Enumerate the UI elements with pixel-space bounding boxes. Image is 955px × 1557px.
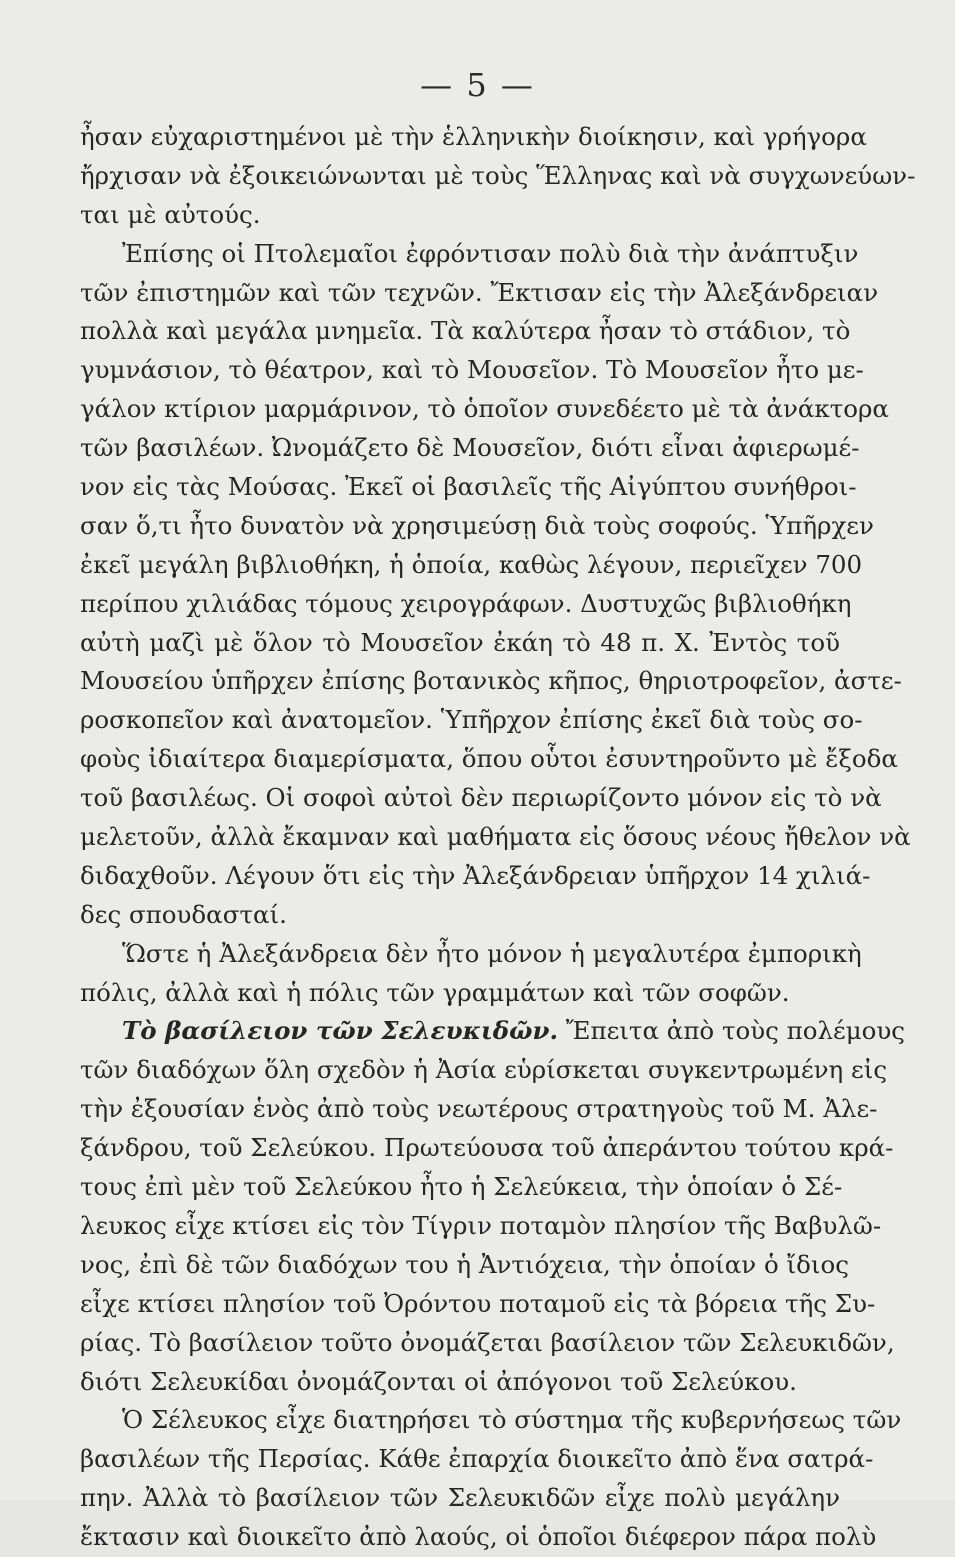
text-line: Μουσείου ὑπῆρχεν ἐπίσης βοτανικὸς κῆπος, θηριοτροφεῖον, ἀστε- xyxy=(80,666,902,696)
text-line: γάλον κτίριον μαρμάρινον, τὸ ὁποῖον συνεδέετο μὲ τὰ ἀνάκτορα xyxy=(80,394,889,424)
text-line: ἐκεῖ μεγάλη βιβλιοθήκη, ἡ ὁποία, καθὼς λέγουν, περιεῖχεν 700 xyxy=(80,549,863,579)
text-line: τὴν ἐξουσίαν ἑνὸς ἀπὸ τοὺς νεωτέρους στρατηγοὺς τοῦ Μ. Ἀλε- xyxy=(80,1094,878,1124)
text-line: ροσκοπεῖον καὶ ἀνατομεῖον. Ὑπῆρχον ἐπίσης ἐκεῖ διὰ τοὺς σο- xyxy=(80,705,863,735)
text-line: ἦσαν εὐχαριστημένοι μὲ τὴν ἑλληνικὴν διοίκησιν, καὶ γρήγορα xyxy=(80,122,867,151)
text-line: πην. Ἀλλὰ τὸ βασίλειον τῶν Σελευκιδῶν εἶχε πολὺ μεγάλην xyxy=(80,1483,840,1513)
text-line: τῶν διαδόχων ὅλη σχεδὸν ἡ Ἀσία εὑρίσκεται συγκεντρωμένη εἰς xyxy=(80,1055,888,1085)
text-line: περίπου χιλιάδας τόμους χειρογράφων. Δυστυχῶς βιβλιοθήκη xyxy=(80,588,852,618)
text-line: γυμνάσιον, τὸ θέατρον, καὶ τὸ Μουσεῖον. Τὸ Μουσεῖον ἦτο με- xyxy=(80,355,864,385)
text-line: νος, ἐπὶ δὲ τῶν διαδόχων του ἡ Ἀντιόχεια, τὴν ὁποίαν ὁ ἴδιος xyxy=(80,1249,849,1279)
text-line: πόλις, ἀλλὰ καὶ ἡ πόλις τῶν γραμμάτων καὶ τῶν σοφῶν. xyxy=(80,977,790,1007)
text-line: διδαχθοῦν. Λέγουν ὅτι εἰς τὴν Ἀλεξάνδρειαν ὑπῆρχον 14 χιλιά- xyxy=(80,860,871,890)
text-line: τῶν βασιλέων. Ὠνομάζετο δὲ Μουσεῖον, διότι εἶναι ἀφιερωμέ- xyxy=(80,433,860,463)
text-line: εἶχε κτίσει πλησίον τοῦ Ὀρόντου ποταμοῦ εἰς τὰ βόρεια τῆς Συ- xyxy=(80,1288,876,1318)
text-line: αὐτὴ μαζὶ μὲ ὅλον τὸ Μουσεῖον ἐκάη τὸ 48 π. Χ. Ἐντὸς τοῦ xyxy=(80,627,840,657)
text-line: πολλὰ καὶ μεγάλα μνημεῖα. Τὰ καλύτερα ἦσαν τὸ στάδιον, τὸ xyxy=(80,316,851,346)
text-line: ται μὲ αὐτούς. xyxy=(80,199,261,229)
text-line: λευκος εἶχε κτίσει εἰς τὸν Τίγριν ποταμὸν πλησίον τῆς Βαβυλῶ- xyxy=(80,1210,882,1240)
text-line: Ὁ Σέλευκος εἶχε διατηρήσει τὸ σύστημα τῆς κυβερνήσεως τῶν xyxy=(122,1405,902,1435)
text-line: διότι Σελευκίδαι ὀνομάζονται οἱ ἀπόγονοι τοῦ Σελεύκου. xyxy=(80,1366,797,1396)
text-line: βασιλέων τῆς Περσίας. Κάθε ἐπαρχία διοικεῖτο ἀπὸ ἕνα σατρά- xyxy=(80,1444,874,1474)
text-line: ἔκτασιν καὶ διοικεῖτο ἀπὸ λαούς, οἱ ὁποῖοι διέφερον πάρα πολὺ xyxy=(80,1522,877,1552)
text-line: ξάνδρου, τοῦ Σελεύκου. Πρωτεύουσα τοῦ ἀπεράντου τούτου κρά- xyxy=(80,1133,894,1163)
section-heading: Τὸ βασίλειον τῶν Σελευκιδῶν. xyxy=(122,1016,558,1046)
text-line: τοῦ βασιλέως. Οἱ σοφοὶ αὐτοὶ δὲν περιωρίζοντο μόνον εἰς τὸ νὰ xyxy=(80,783,882,813)
text-line: Ὥστε ἡ Ἀλεξάνδρεια δὲν ἦτο μόνον ἡ μεγαλυτέρα ἐμπορικὴ xyxy=(122,938,862,968)
text-line: φοὺς ἰδιαίτερα διαμερίσματα, ὅπου οὗτοι ἐσυντηροῦντο μὲ ἔξοδα xyxy=(80,744,898,774)
text-line xyxy=(80,1012,906,1051)
body-text xyxy=(80,118,916,1557)
page-number: — 5 — xyxy=(420,66,535,104)
text-line: τους ἐπὶ μὲν τοῦ Σελεύκου ἦτο ἡ Σελεύκεια, τὴν ὁποίαν ὁ Σέ- xyxy=(80,1172,843,1202)
text-line: μελετοῦν, ἀλλὰ ἔκαμναν καὶ μαθήματα εἰς ὅσους νέους ἤθελον νὰ xyxy=(80,822,911,852)
text-line: ἤρχισαν νὰ ἐξοικειώνωνται μὲ τοὺς Ἕλληνας καὶ νὰ συγχωνεύων- xyxy=(80,160,916,190)
text-line: σαν ὅ,τι ἦτο δυνατὸν νὰ χρησιμεύσῃ διὰ τοὺς σοφούς. Ὑπῆρχεν xyxy=(80,510,874,540)
text-line: νον εἰς τὰς Μούσας. Ἐκεῖ οἱ βασιλεῖς τῆς Αἰγύπτου συνήθροι- xyxy=(80,472,857,502)
text-line: ρίας. Τὸ βασίλειον τοῦτο ὀνομάζεται βασίλειον τῶν Σελευκιδῶν, xyxy=(80,1327,895,1357)
text-line-rest: Ἔπειτα ἀπὸ τοὺς πολέμους xyxy=(558,1016,906,1046)
text-line: δες σπουδασταί. xyxy=(80,899,287,929)
text-line: τῶν ἐπιστημῶν καὶ τῶν τεχνῶν. Ἔκτισαν εἰς τὴν Ἀλεξάνδρειαν xyxy=(80,277,879,307)
text-line: Ἐπίσης οἱ Πτολεμαῖοι ἐφρόντισαν πολὺ διὰ τὴν ἀνάπτυξιν xyxy=(122,238,859,268)
